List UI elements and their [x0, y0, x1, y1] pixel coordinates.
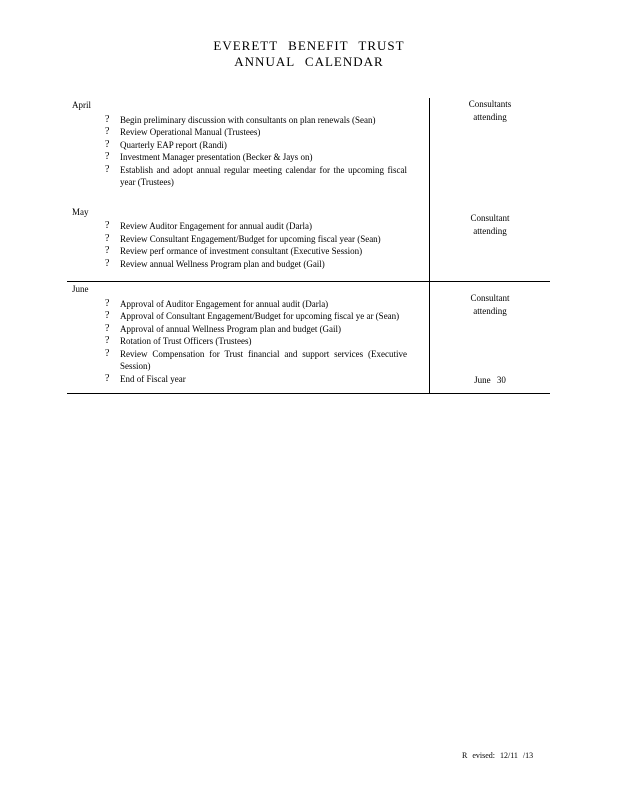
list-item: ? Approval of Consultant Engagement/Budget for upcoming fiscal ye ar (Sean): [105, 310, 400, 321]
list-item: ? Review perf ormance of investment consultant (Executive Session): [105, 245, 363, 256]
list-item: ? Review Consultant Engagement/Budget for upcoming fiscal year (Sean): [105, 232, 381, 244]
document-subtitle: ANNUAL CALENDAR: [234, 54, 384, 69]
bullet-icon: ?: [105, 347, 110, 359]
june-items: [67, 298, 429, 386]
table-row: [67, 98, 550, 282]
list-item: ? Quarterly EAP report (Randi): [105, 138, 227, 150]
list-item: ? Establish and adopt annual regular meeting calendar for the upcoming fiscal year (Trustees): [105, 163, 407, 187]
list-item: ? Review Compensation for Trust financial and support services (Executive Session): [105, 347, 407, 371]
june-note: Consultant attending: [470, 293, 510, 316]
bullet-icon: ?: [105, 113, 110, 125]
list-item: ? Review Operational Manual (Trustees): [105, 126, 261, 137]
fiscal-year-end-date: June 30: [474, 375, 506, 385]
bullet-icon: ?: [105, 220, 110, 231]
list-item: ? Approval of annual Wellness Program plan and budget (Gail): [105, 322, 342, 334]
bullet-icon: ?: [105, 163, 110, 175]
notes-cell: [430, 98, 551, 282]
table-row: [67, 282, 550, 394]
calendar-table: [67, 98, 550, 394]
schedule-cell: [67, 98, 430, 282]
list-item: ? Rotation of Trust Officers (Trustees): [105, 335, 252, 346]
april-items: [67, 114, 429, 189]
document-title: EVERETT BENEFIT TRUST: [213, 38, 405, 53]
list-item: ? Review annual Wellness Program plan and budget (Gail): [105, 257, 325, 269]
notes-cell: [430, 282, 551, 394]
month-label-june: June: [72, 284, 89, 294]
bullet-icon: ?: [105, 138, 110, 150]
bullet-icon: ?: [105, 245, 110, 256]
bullet-icon: ?: [105, 310, 110, 321]
bullet-icon: ?: [105, 372, 110, 384]
list-item: ? Begin preliminary discussion with consultants on plan renewals (Sean): [105, 113, 376, 125]
list-item: ? Review Auditor Engagement for annual audit (Darla): [105, 220, 312, 231]
bullet-icon: ?: [105, 322, 110, 334]
may-items: [67, 220, 429, 270]
month-label-april: April: [72, 100, 91, 110]
schedule-cell: [67, 282, 430, 394]
list-item: ? End of Fiscal year: [105, 372, 186, 384]
bullet-icon: ?: [105, 335, 110, 346]
april-note: Consultants attending: [468, 99, 512, 122]
list-item: ? Investment Manager presentation (Becker & Jays on): [105, 151, 313, 162]
bullet-icon: ?: [105, 297, 110, 309]
revision-date: R evised: 12/11 /13: [462, 751, 534, 760]
month-label-may: May: [72, 206, 89, 217]
list-item: ? Approval of Auditor Engagement for annual audit (Darla): [105, 297, 329, 309]
bullet-icon: ?: [105, 151, 110, 162]
bullet-icon: ?: [105, 232, 110, 244]
bullet-icon: ?: [105, 126, 110, 137]
bullet-icon: ?: [105, 257, 110, 269]
may-note: Consultant attending: [470, 213, 510, 236]
